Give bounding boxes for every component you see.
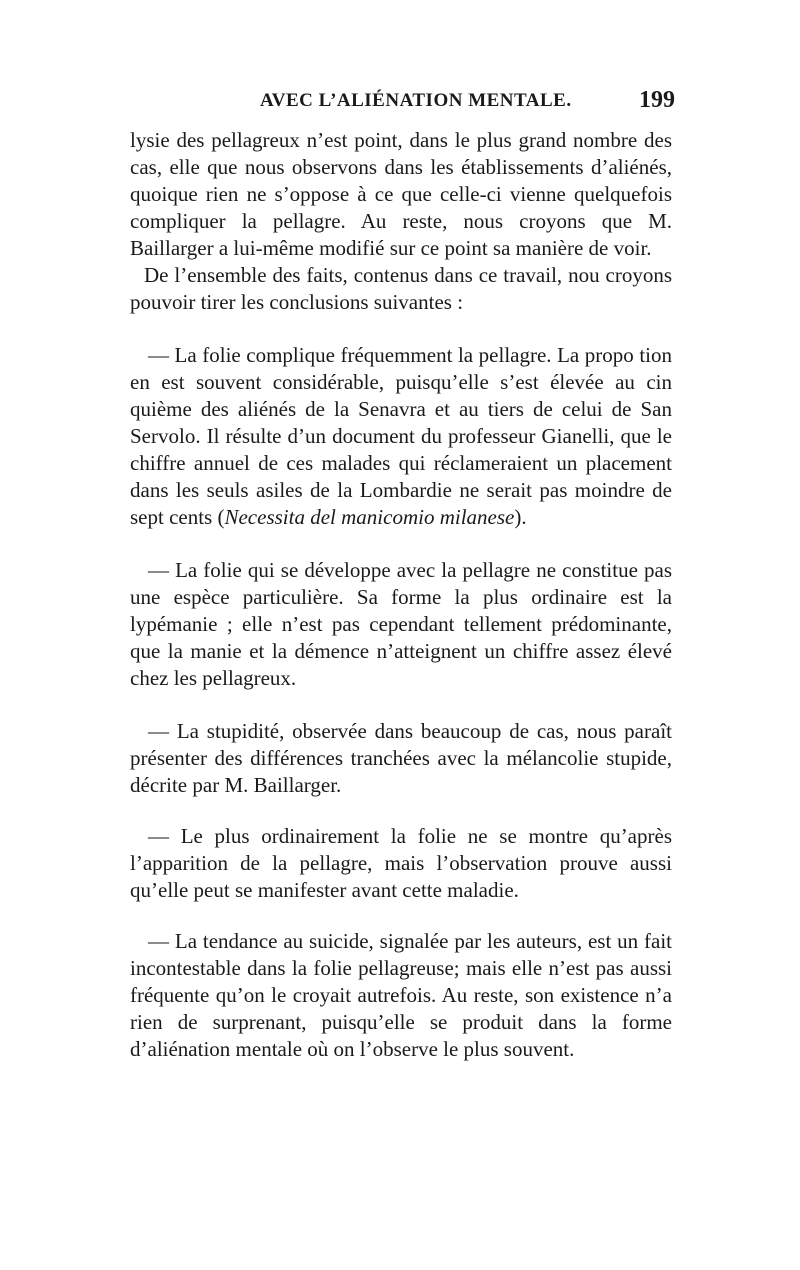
conclusion-1-citation: Necessita del manicomio milanese <box>224 505 515 529</box>
conclusion-4: — Le plus ordinairement la folie ne se montre qu’après l’apparition de la pellagre, mais l’observation prouve aussi qu’elle peut se manifester avant cette maladie. <box>130 824 672 902</box>
body-text <box>130 127 672 1063</box>
conclusion-1-end: ). <box>514 505 527 529</box>
paragraph-conclusions-intro: De l’ensemble des faits, contenus dans ce travail, nou croyons pouvoir tirer les conclusions suivantes : <box>130 263 672 314</box>
running-title: AVEC L’ALIÉNATION MENTALE. <box>260 90 572 111</box>
conclusion-3: — La stupidité, observée dans beaucoup de cas, nous paraît présenter des différences tranchées avec la mélancolie stupide, décrite par M. Baillarger. <box>130 719 672 797</box>
paragraph-continued: lysie des pellagreux n’est point, dans le plus grand nombre des cas, elle que nous observons dans les établissements d’aliénés, quoique rien ne s’oppose à ce que celle-ci vienne quelquefois compliquer la pellagre. Au reste, nous croyons que M. Baillarger a lui-même modifié sur ce point sa manière de voir. <box>130 128 672 260</box>
conclusion-5: — La tendance au suicide, signalée par les auteurs, est un fait incontestable dans la folie pellagreuse; mais elle n’est pas aussi fréquente qu’on le croyait autrefois. Au reste, son existence n’a rien de surprenant, puisqu’elle se produit dans la forme d’aliénation mentale où on l’observe le plus souvent. <box>130 929 672 1061</box>
page-number: 199 <box>639 87 675 113</box>
conclusion-1-text: — La folie complique fréquemment la pellagre. La propo tion en est souvent considérable, puisqu’elle s’est élevée au cin quième des aliénés de la Senavra et au tiers de celui de San Servolo. Il résulte d’un document du professeur Gianelli, que le chiffre annuel de ces malades qui réclameraient un placement dans les seuls asiles de la Lombardie ne serait pas moindre de sept cents ( <box>130 343 672 529</box>
conclusion-1 <box>130 342 672 531</box>
conclusion-2: — La folie qui se développe avec la pellagre ne constitue pas une espèce particulière. Sa forme la plus ordinaire est la lypémanie ; elle n’est pas cependant tellement prédominante, que la manie et la démence n’atteignent un chiffre assez élevé chez les pellagreux. <box>130 558 672 690</box>
page-header <box>130 87 675 120</box>
